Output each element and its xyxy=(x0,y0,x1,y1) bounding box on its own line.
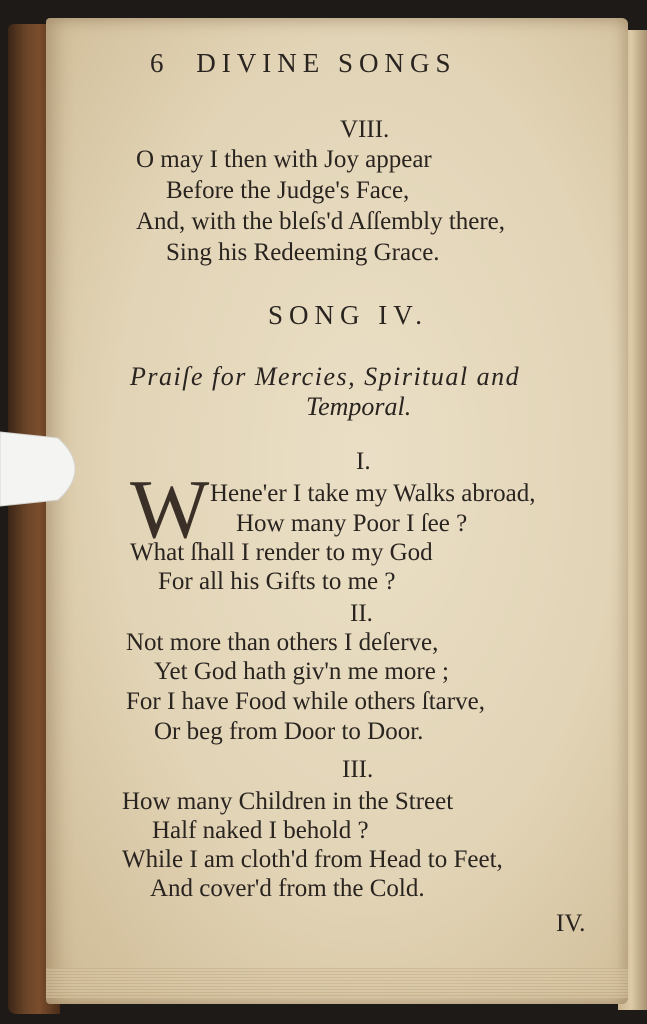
drop-cap: W xyxy=(130,463,210,556)
verse-line: Yet God hath giv'n me more ; xyxy=(154,658,449,685)
verse-line: Or beg from Door to Door. xyxy=(154,718,424,745)
running-header xyxy=(150,48,457,79)
verse-line: And cover'd from the Cold. xyxy=(150,875,425,902)
verse-line: Sing his Redeeming Grace. xyxy=(166,239,440,266)
verse-numeral: II. xyxy=(350,600,373,627)
verse-line: And, with the bleſs'd Aſſembly there, xyxy=(136,208,506,235)
page-edges xyxy=(46,968,628,998)
verse-line: While I am cloth'd from Head to Feet, xyxy=(122,846,503,873)
verse-numeral: III. xyxy=(342,756,374,783)
bookmark-tab xyxy=(0,424,90,514)
verse-numeral: VIII. xyxy=(340,116,390,143)
verse-numeral: I. xyxy=(356,448,371,475)
verse-line: For all his Gifts to me ? xyxy=(158,568,396,595)
verse-line: Before the Judge's Face, xyxy=(166,177,410,204)
song-title: SONG IV. xyxy=(268,300,429,330)
verse-line: Hene'er I take my Walks abroad, xyxy=(210,480,536,507)
page-number: 6 xyxy=(150,48,170,78)
verse-line: Half naked I behold ? xyxy=(152,817,369,844)
verse-line: How many Poor I ſee ? xyxy=(236,510,468,537)
verse-line: How many Children in the Street xyxy=(122,788,454,815)
verse-line: For I have Food while others ſtarve, xyxy=(126,688,485,715)
song-subtitle: Praiſe for Mercies, Spiritual and xyxy=(130,362,521,391)
running-title: DIVINE SONGS xyxy=(196,48,457,78)
verse-line: O may I then with Joy appear xyxy=(136,146,432,173)
catchword: IV. xyxy=(556,910,586,937)
verse-line: Not more than others I deſerve, xyxy=(126,629,439,656)
verse-line: What ſhall I render to my God xyxy=(130,539,433,566)
song-subtitle-cont: Temporal. xyxy=(306,392,412,421)
